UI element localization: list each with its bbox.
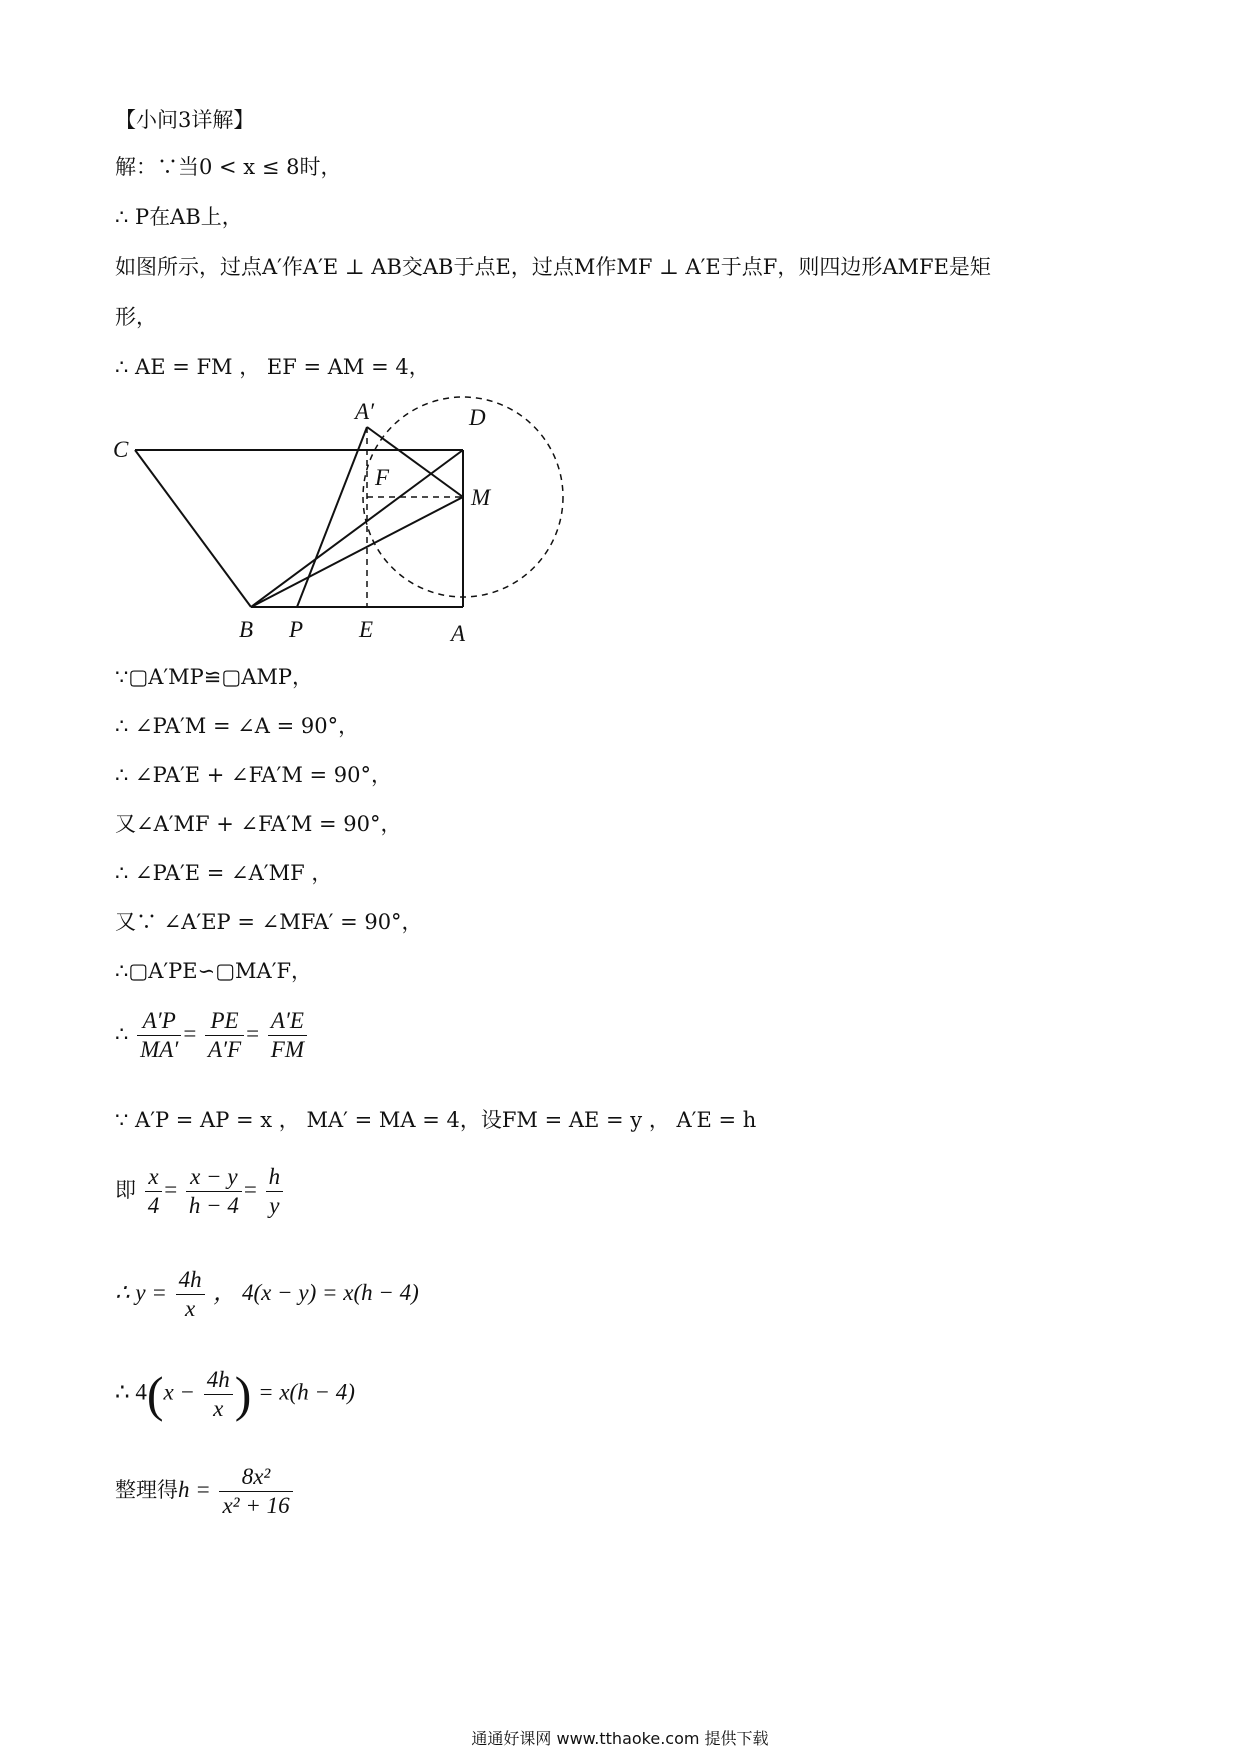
label-P: P xyxy=(289,617,304,642)
solution-line-14: ∵ A′P = AP = x ， MA′ = MA = 4，设FM = AE = y ， A′E = h xyxy=(115,1108,757,1132)
y-expression-line: ∴ y = $\frac{4h}{x}$ ， 4(x − y) = x(h − 4) xyxy=(115,1267,419,1321)
label-M: M xyxy=(471,485,491,510)
label-D: D xyxy=(469,405,486,430)
label-C: C xyxy=(113,437,129,462)
solution-line-8: ∴ ∠PA′E + ∠FA′M = 90°， xyxy=(115,763,392,787)
solution-line-2: ∴ P在AB上， xyxy=(115,205,243,229)
solution-line-6: ∵▢A′MP≌▢AMP， xyxy=(115,665,314,689)
result-line: 整理得h = $\frac{\text{8x²}}{\text{x² + 16}}$ xyxy=(115,1463,295,1520)
solution-line-12: ∴▢A′PE∽▢MA′F， xyxy=(115,959,313,983)
solution-line-5: ∴ AE = FM ， EF = AM = 4， xyxy=(115,355,430,379)
label-E: E xyxy=(359,617,374,642)
solution-line-9: 又∠A′MF + ∠FA′M = 90°， xyxy=(115,812,402,836)
solution-line-3: 如图所示，过点A′作A′E ⊥ AB交AB于点E，过点M作MF ⊥ A′E于点F，则四边形AMFE是矩 xyxy=(115,255,991,279)
solution-line-4: 形， xyxy=(115,305,157,329)
proportion-equation: 即 $\frac{x}{4}$ = $\frac{x - y}{h - 4}$ = $\frac{h}{y}$ xyxy=(115,1163,285,1220)
section-header: 【小问3详解】 xyxy=(115,108,255,132)
segment-PA-prime xyxy=(297,427,367,607)
segment-BM xyxy=(251,497,463,607)
label-F: F xyxy=(375,465,390,490)
solution-line-7: ∴ ∠PA′M = ∠A = 90°， xyxy=(115,714,360,738)
edge-CB xyxy=(135,450,251,607)
label-A-prime: A′ xyxy=(355,399,375,424)
substitution-line: ∴ 4(x − $\frac{4h}{x}$ ) = x(h − 4) xyxy=(115,1366,355,1422)
solution-line-1: 解：∵当0 < x ≤ 8时， xyxy=(115,155,342,179)
solution-line-11: 又∵ ∠A′EP = ∠MFA′ = 90°， xyxy=(115,910,423,934)
page-footer: 通通好课网 www.tthaoke.com 提供下载 xyxy=(471,1729,769,1748)
ratio-equation: ∴ $\frac{A'P}{MA'}$ = $\frac{PE}{A'F}$ = $\frac{A'E}{FM}$ xyxy=(115,1007,309,1064)
label-A: A xyxy=(451,621,466,645)
geometry-figure xyxy=(105,385,625,645)
label-B: B xyxy=(239,617,254,642)
solution-line-10: ∴ ∠PA′E = ∠A′MF ， xyxy=(115,861,333,885)
